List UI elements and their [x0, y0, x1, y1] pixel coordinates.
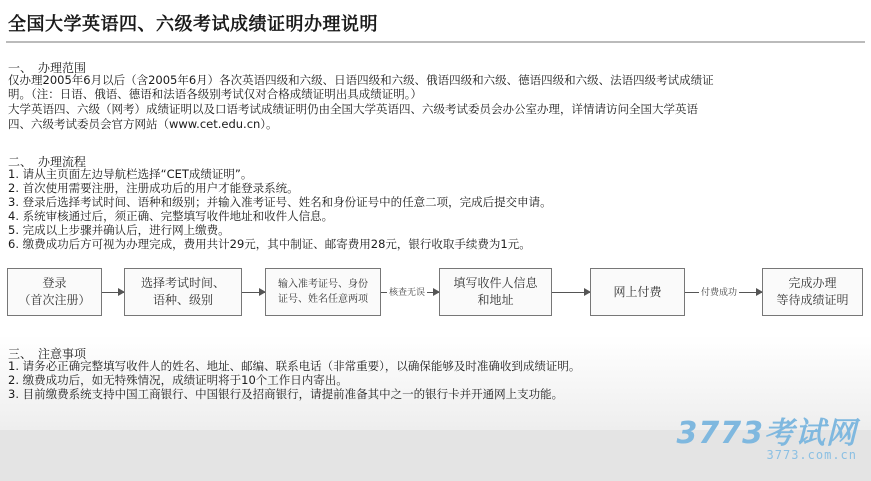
- flow-arrow: [552, 292, 590, 293]
- section3-title: 注意事项: [38, 347, 87, 361]
- section1-line: 仅办理2005年6月以后（含2005年6月）各次英语四级和六级、日语四级和六级、俄语四级和六级、德语四级和六级、法语四级考试成绩证: [8, 73, 714, 87]
- section1-number: 一、: [8, 61, 33, 75]
- section3-note: 3. 目前缴费系统支持中国工商银行、中国银行及招商银行，请提前准备其中之一的银行卡并开通网上支功能。: [8, 387, 564, 401]
- flow-arrow-label-verify: 核查无误: [387, 285, 427, 298]
- flow-step-text: 输入准考证号、身份: [278, 279, 368, 290]
- flow-step-text: 填写收件人信息: [453, 276, 538, 290]
- flow-step-text: 登录: [42, 276, 67, 290]
- section2-step: 5. 完成以上步骤并确认后，进行网上缴费。: [8, 223, 230, 237]
- flow-step-text: 选择考试时间、: [140, 276, 225, 290]
- site-watermark: [677, 408, 858, 462]
- section2-number: 二、: [8, 155, 33, 169]
- flow-arrow: [242, 292, 265, 293]
- section2-title: 办理流程: [38, 155, 87, 169]
- flow-step-text: 语种、级别: [152, 293, 213, 307]
- flow-step-online-payment: [590, 268, 685, 316]
- section2-step: 1. 请从主页面左边导航栏选择“CET成绩证明”。: [8, 167, 253, 181]
- section1-line: 明。（注：日语、俄语、德语和法语各级别考试仅对合格成绩证明出具成绩证明。）: [8, 87, 422, 101]
- flow-step-enter-id: [265, 268, 381, 316]
- flow-step-text: 等待成绩证明: [776, 293, 849, 307]
- flow-step-text: 网上付费: [613, 284, 662, 299]
- flow-step-text: （首次注册）: [18, 293, 91, 307]
- section1-line: 四、六级考试委员会官方网站（www.cet.edu.cn）。: [8, 117, 278, 131]
- page-title: 全国大学英语四、六级考试成绩证明办理说明: [8, 14, 378, 35]
- title-divider: [6, 41, 865, 43]
- section2-step: 3. 登录后选择考试时间、语种和级别；并输入准考证号、姓名和身份证号中的任意二项，完成后提交申请。: [8, 195, 552, 209]
- flow-arrow-label-paid: 付费成功: [699, 285, 739, 298]
- section3-note: 1. 请务必正确完整填写收件人的姓名、地址、邮编、联系电话（非常重要），以确保能够及时准确收到成绩证明。: [8, 359, 581, 373]
- section2-step: 2. 首次使用需要注册，注册成功后的用户才能登录系统。: [8, 181, 299, 195]
- section1-line: 大学英语四、六级（网考）成绩证明以及口语考试成绩证明仍由全国大学英语四、六级考试委员会办公室办理，详情请访问全国大学英语: [8, 102, 698, 116]
- flow-step-select-exam: [124, 268, 242, 316]
- section1-title: 办理范围: [38, 61, 87, 75]
- flow-arrow: [102, 292, 124, 293]
- watermark-logo: 3773考试网: [676, 416, 857, 451]
- section2-step: 6. 缴费成功后方可视为办理完成，费用共计29元，其中制证、邮寄费用28元，银行收取手续费为1元。: [8, 237, 531, 251]
- flow-step-fill-address: [439, 268, 552, 316]
- section3-note: 2. 缴费成功后，如无特殊情况，成绩证明将于10个工作日内寄出。: [8, 373, 348, 387]
- flow-step-complete: [762, 268, 863, 316]
- watermark-url: 3773.com.cn: [766, 448, 857, 462]
- flow-step-text: 证号、姓名任意两项: [278, 294, 368, 305]
- flow-step-text: 完成办理: [788, 276, 837, 290]
- section3-number: 三、: [8, 347, 33, 361]
- flow-step-login: [7, 268, 102, 316]
- flow-step-text: 和地址: [477, 293, 514, 307]
- section2-step: 4. 系统审核通过后，须正确、完整填写收件地址和收件人信息。: [8, 209, 334, 223]
